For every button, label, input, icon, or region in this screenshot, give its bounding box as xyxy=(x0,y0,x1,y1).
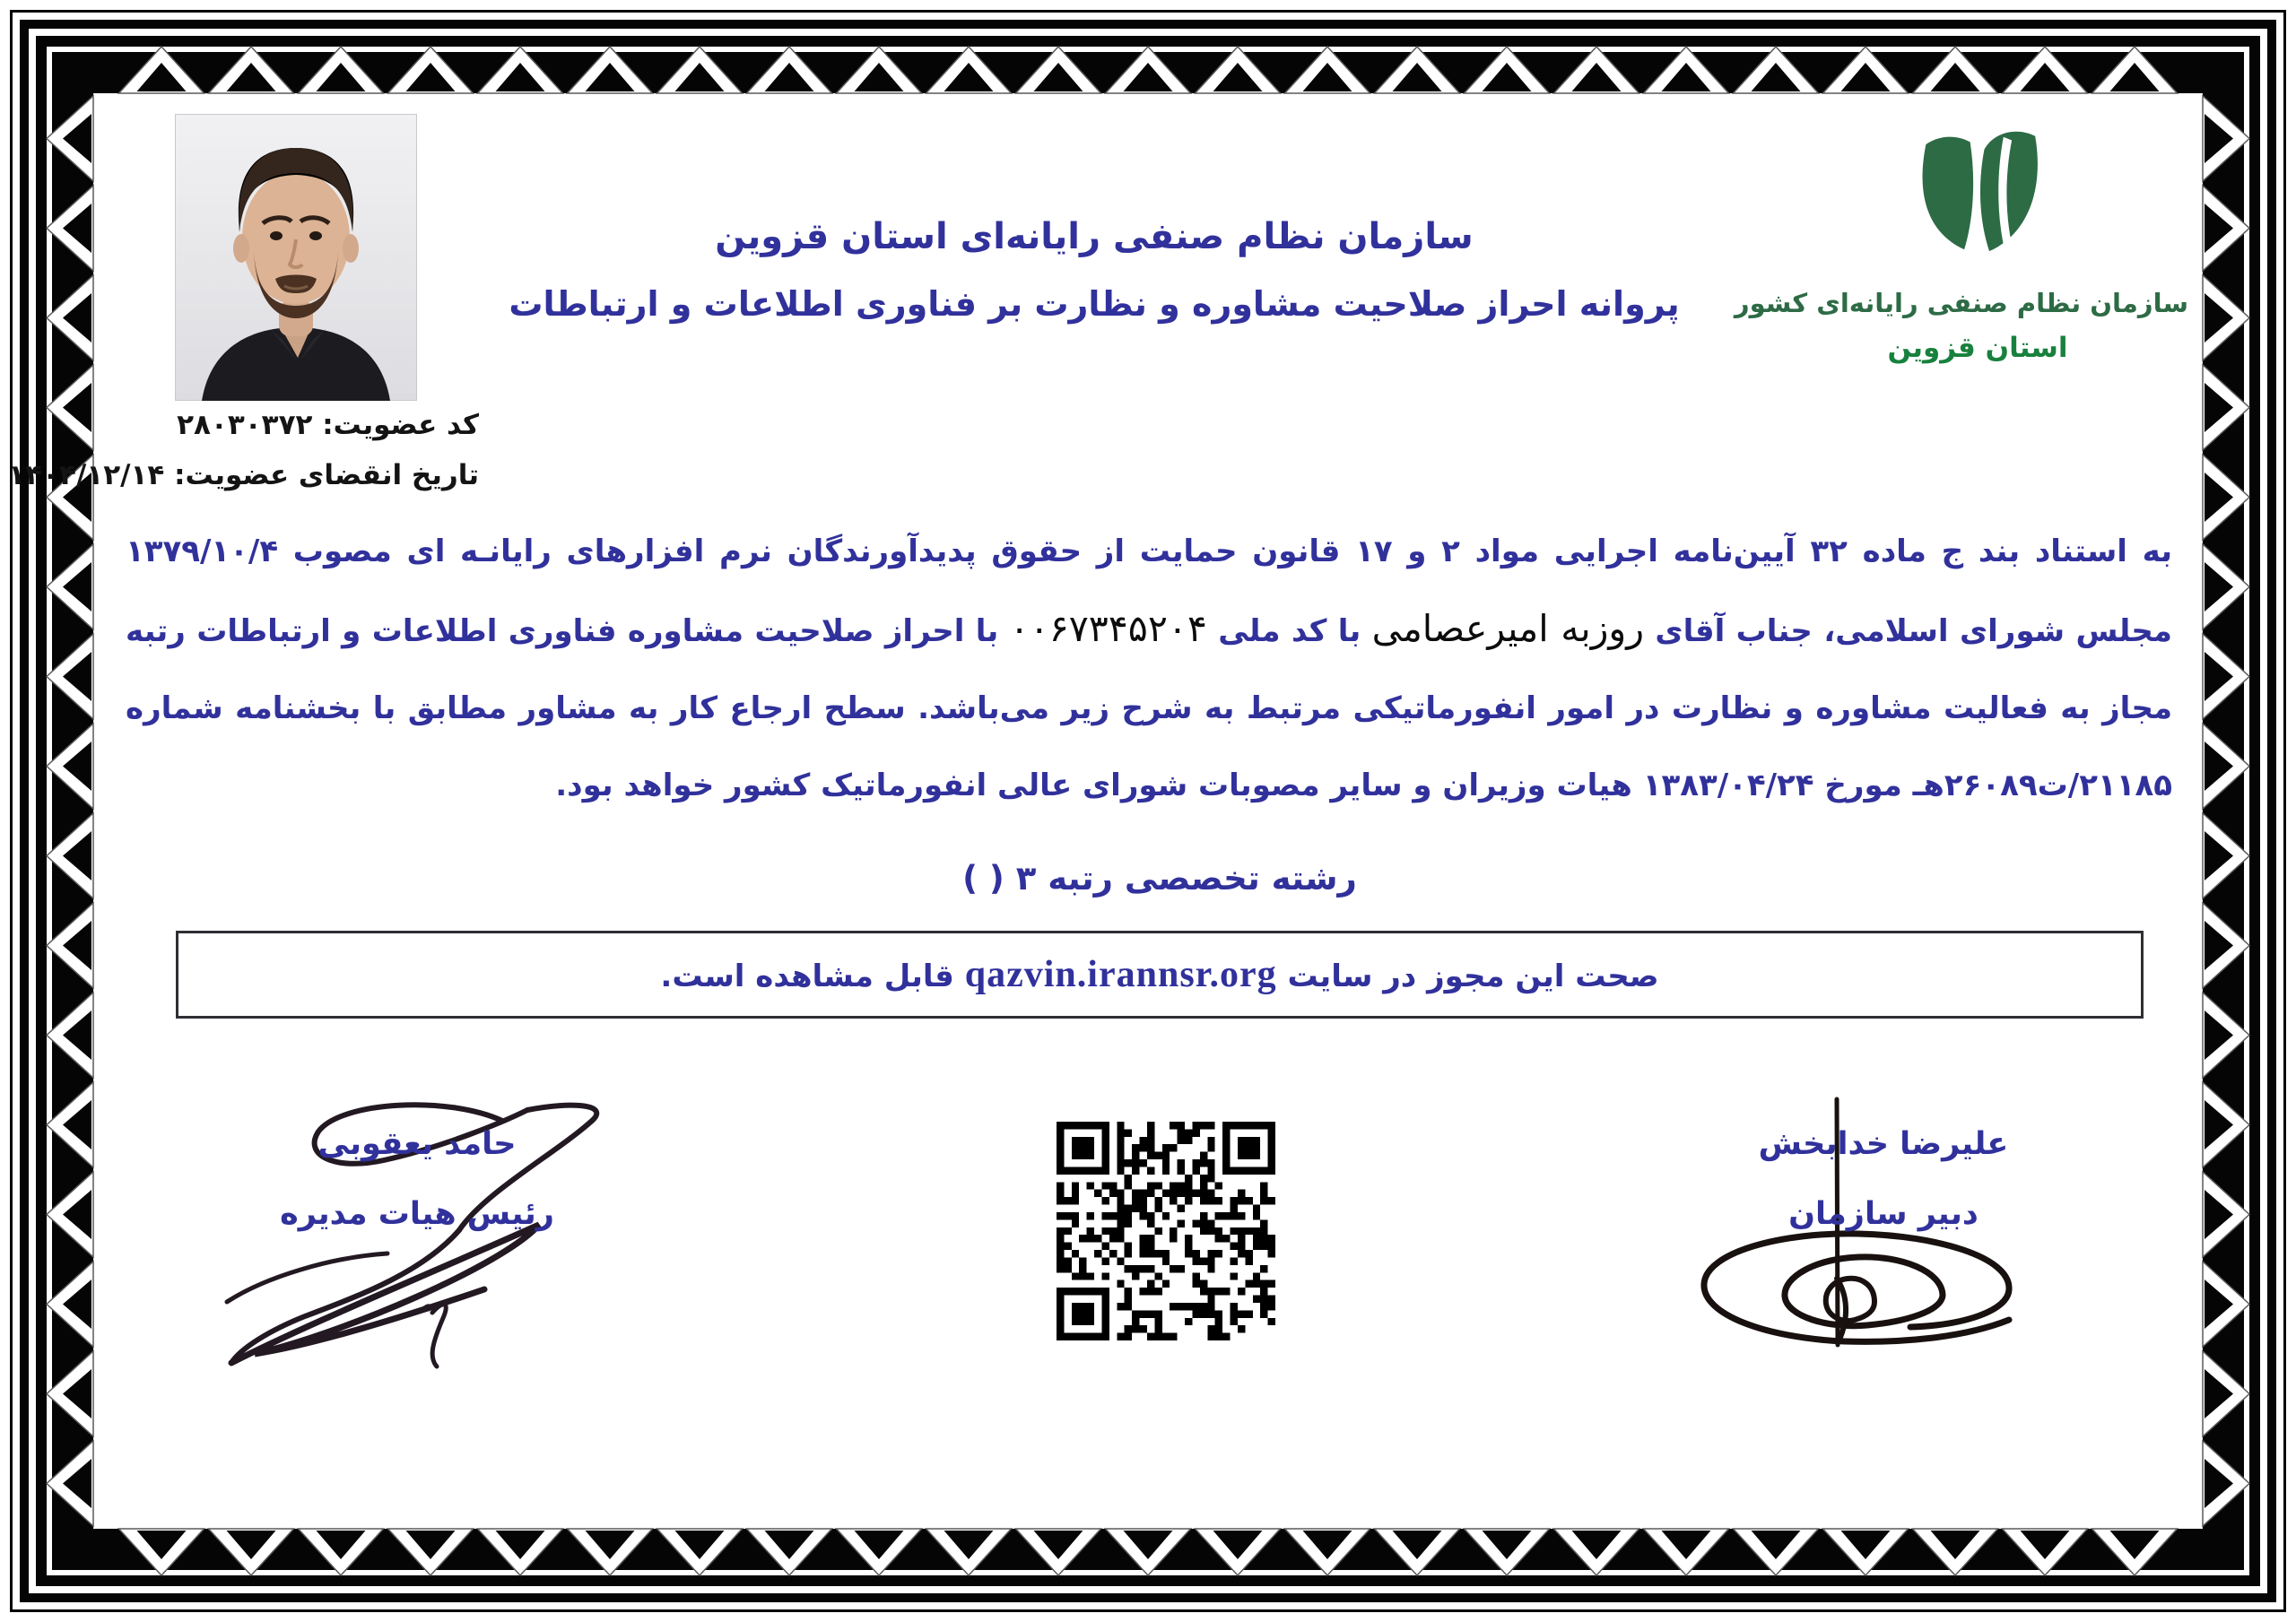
specialty-rank-line: رشته تخصصی رتبه ۳ ( ) xyxy=(962,859,1357,898)
membership-code-label: کد عضویت: xyxy=(322,409,479,441)
logo-org-name: سازمان نظام صنفی رایانه‌ای کشور xyxy=(1734,288,2188,318)
membership-code-line xyxy=(99,400,479,450)
holder-national-id: ۰۰۶۷۳۴۵۲۰۴ xyxy=(1009,607,1207,650)
verify-url: qazvin.irannsr.org xyxy=(964,954,1277,995)
organization-title: سازمان نظام صنفی رایانه‌ای استان قزوین xyxy=(715,216,1474,257)
secretary-signature-block xyxy=(1695,1126,2072,1232)
body-part2: با کد ملی xyxy=(1218,613,1361,649)
secretary-title: دبیر سازمان xyxy=(1788,1196,1979,1232)
verify-suffix: قابل مشاهده است. xyxy=(660,958,954,994)
qr-code xyxy=(1057,1122,1275,1340)
license-body-text xyxy=(126,513,2172,824)
membership-expiry-label: تاریخ انقضای عضویت: xyxy=(174,459,479,491)
secretary-name: علیرضا خدابخش xyxy=(1758,1126,2009,1162)
organization-logo-block xyxy=(1734,131,2188,364)
body-part3: با احراز صلاحیت مشاوره فناوری اطلاعات و ارتباطات رتبه مجاز به فعالیت مشاوره و نظارت در امور انفورماتیکی مرتبط به شرح زیر می‌باشد. سطح ارجاع کار به مشاور مطابق با بخشنامه شماره ۲۱۱۸۵/ت۲۶۰۸۹هـ مورخ ۱۳۸۳/۰۴/۲۴ هیات وزیران و سایر مصوبات شورای عالی انفورماتیک کشور خواهد بود. xyxy=(126,613,2172,803)
holder-name: روزبه امیرعصامی xyxy=(1371,607,1645,650)
chairman-signature-block xyxy=(220,1126,614,1232)
membership-expiry-value: ۱۴۰۴/۱۲/۱۴ xyxy=(8,459,165,491)
verify-prefix: صحت این مجوز در سایت xyxy=(1287,958,1659,994)
verification-box xyxy=(176,931,2144,1019)
license-title: پروانه احراز صلاحیت مشاوره و نظارت بر فناوری اطلاعات و ارتباطات xyxy=(509,284,1680,324)
portrait-illustration xyxy=(175,114,417,401)
membership-code-value: ۲۸۰۳۰۳۷۲ xyxy=(177,409,313,441)
header-titles xyxy=(413,215,1776,325)
verification-text xyxy=(660,953,1658,996)
member-photo xyxy=(175,114,417,401)
body-part1: به استناد بند ج ماده ۳۲ آیین‌نامه اجرایی مواد ۲ و ۱۷ قانون حمایت از حقوق پدیدآورندگان نرم افزارهای رایانـه ای مصوب ۱۳۷۹/۱۰/۴ مجلس شورای اسلامی، جناب آقای xyxy=(126,533,2172,649)
membership-expiry-line xyxy=(8,450,479,500)
membership-info xyxy=(8,400,479,500)
tulip-logo-icon xyxy=(1894,131,2061,280)
chairman-title: رئیس هیات مدیره xyxy=(280,1196,554,1232)
logo-province: استان قزوین xyxy=(1887,332,2068,364)
chairman-name: حامد یعقوبی xyxy=(317,1126,517,1162)
